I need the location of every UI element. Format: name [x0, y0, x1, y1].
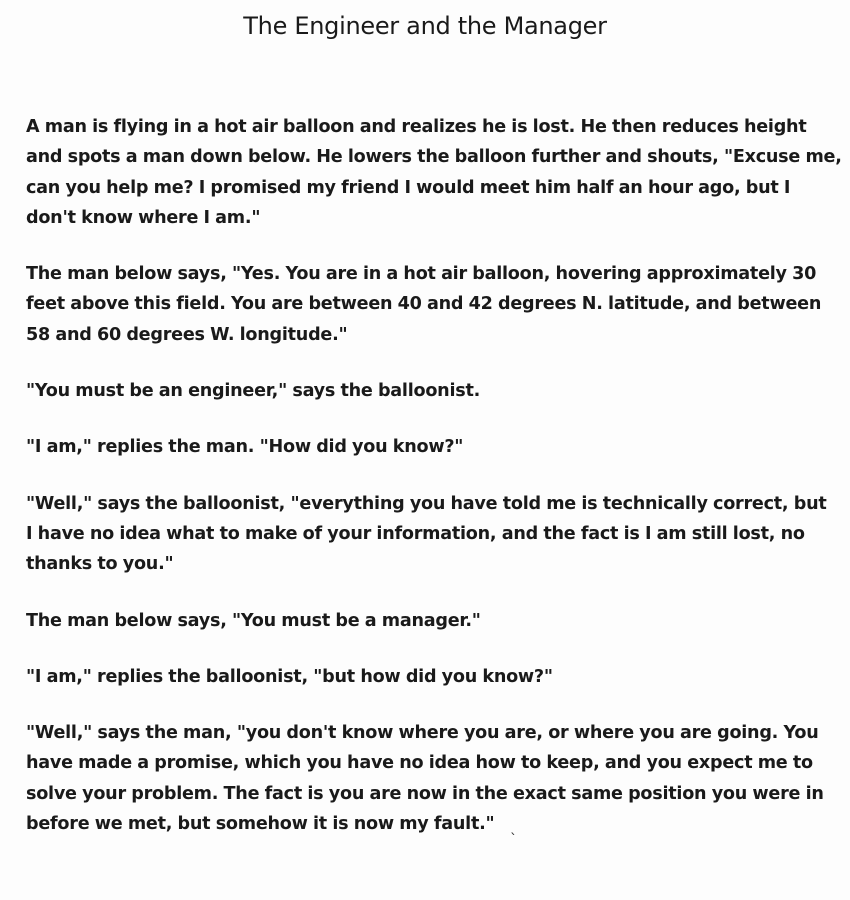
text-line: "Well," says the balloonist, "everything you have told me is technically correct, but [26, 493, 827, 514]
paragraph [26, 718, 826, 839]
paragraph [26, 112, 842, 233]
text-line: have made a promise, which you have no idea how to keep, and you expect me to [26, 753, 813, 774]
stray-mark: ` [510, 832, 517, 848]
text-line: "I am," replies the balloonist, "but how did you know?" [26, 666, 553, 687]
text-line: "You must be an engineer," says the balloonist. [26, 381, 481, 402]
document-body [26, 112, 842, 865]
text-line: The man below says, "You must be a manager." [26, 610, 481, 631]
text-line: 58 and 60 degrees W. longitude." [26, 324, 348, 345]
text-line: The man below says, "Yes. You are in a hot air balloon, hovering approximately 30 [26, 264, 817, 285]
text-line: A man is flying in a hot air balloon and realizes he is lost. He then reduces height [26, 117, 807, 137]
text-line: I have no idea what to make of your information, and the fact is I am still lost, no [26, 523, 805, 544]
paragraph [26, 259, 826, 350]
text-line: feet above this field. You are between 40 and 42 degrees N. latitude, and between [26, 294, 822, 315]
text-line: and spots a man down below. He lowers the balloon further and shouts, "Excuse me, [26, 147, 842, 168]
paragraph [26, 432, 826, 462]
paragraph [26, 606, 826, 636]
text-line: solve your problem. The fact is you are now in the exact same position you were in [26, 783, 824, 804]
paragraph [26, 662, 826, 692]
text-line: "I am," replies the man. "How did you know?" [26, 437, 464, 458]
text-line: before we met, but somehow it is now my fault." [26, 814, 495, 835]
text-line: "Well," says the man, "you don't know where you are, or where you are going. You [26, 723, 819, 744]
text-line: thanks to you." [26, 554, 174, 575]
paragraph [26, 376, 826, 406]
paragraph [26, 489, 826, 580]
text-line: can you help me? I promised my friend I would meet him half an hour ago, but I [26, 177, 791, 198]
document-title: The Engineer and the Manager [243, 12, 607, 40]
text-line: don't know where I am." [26, 207, 261, 228]
